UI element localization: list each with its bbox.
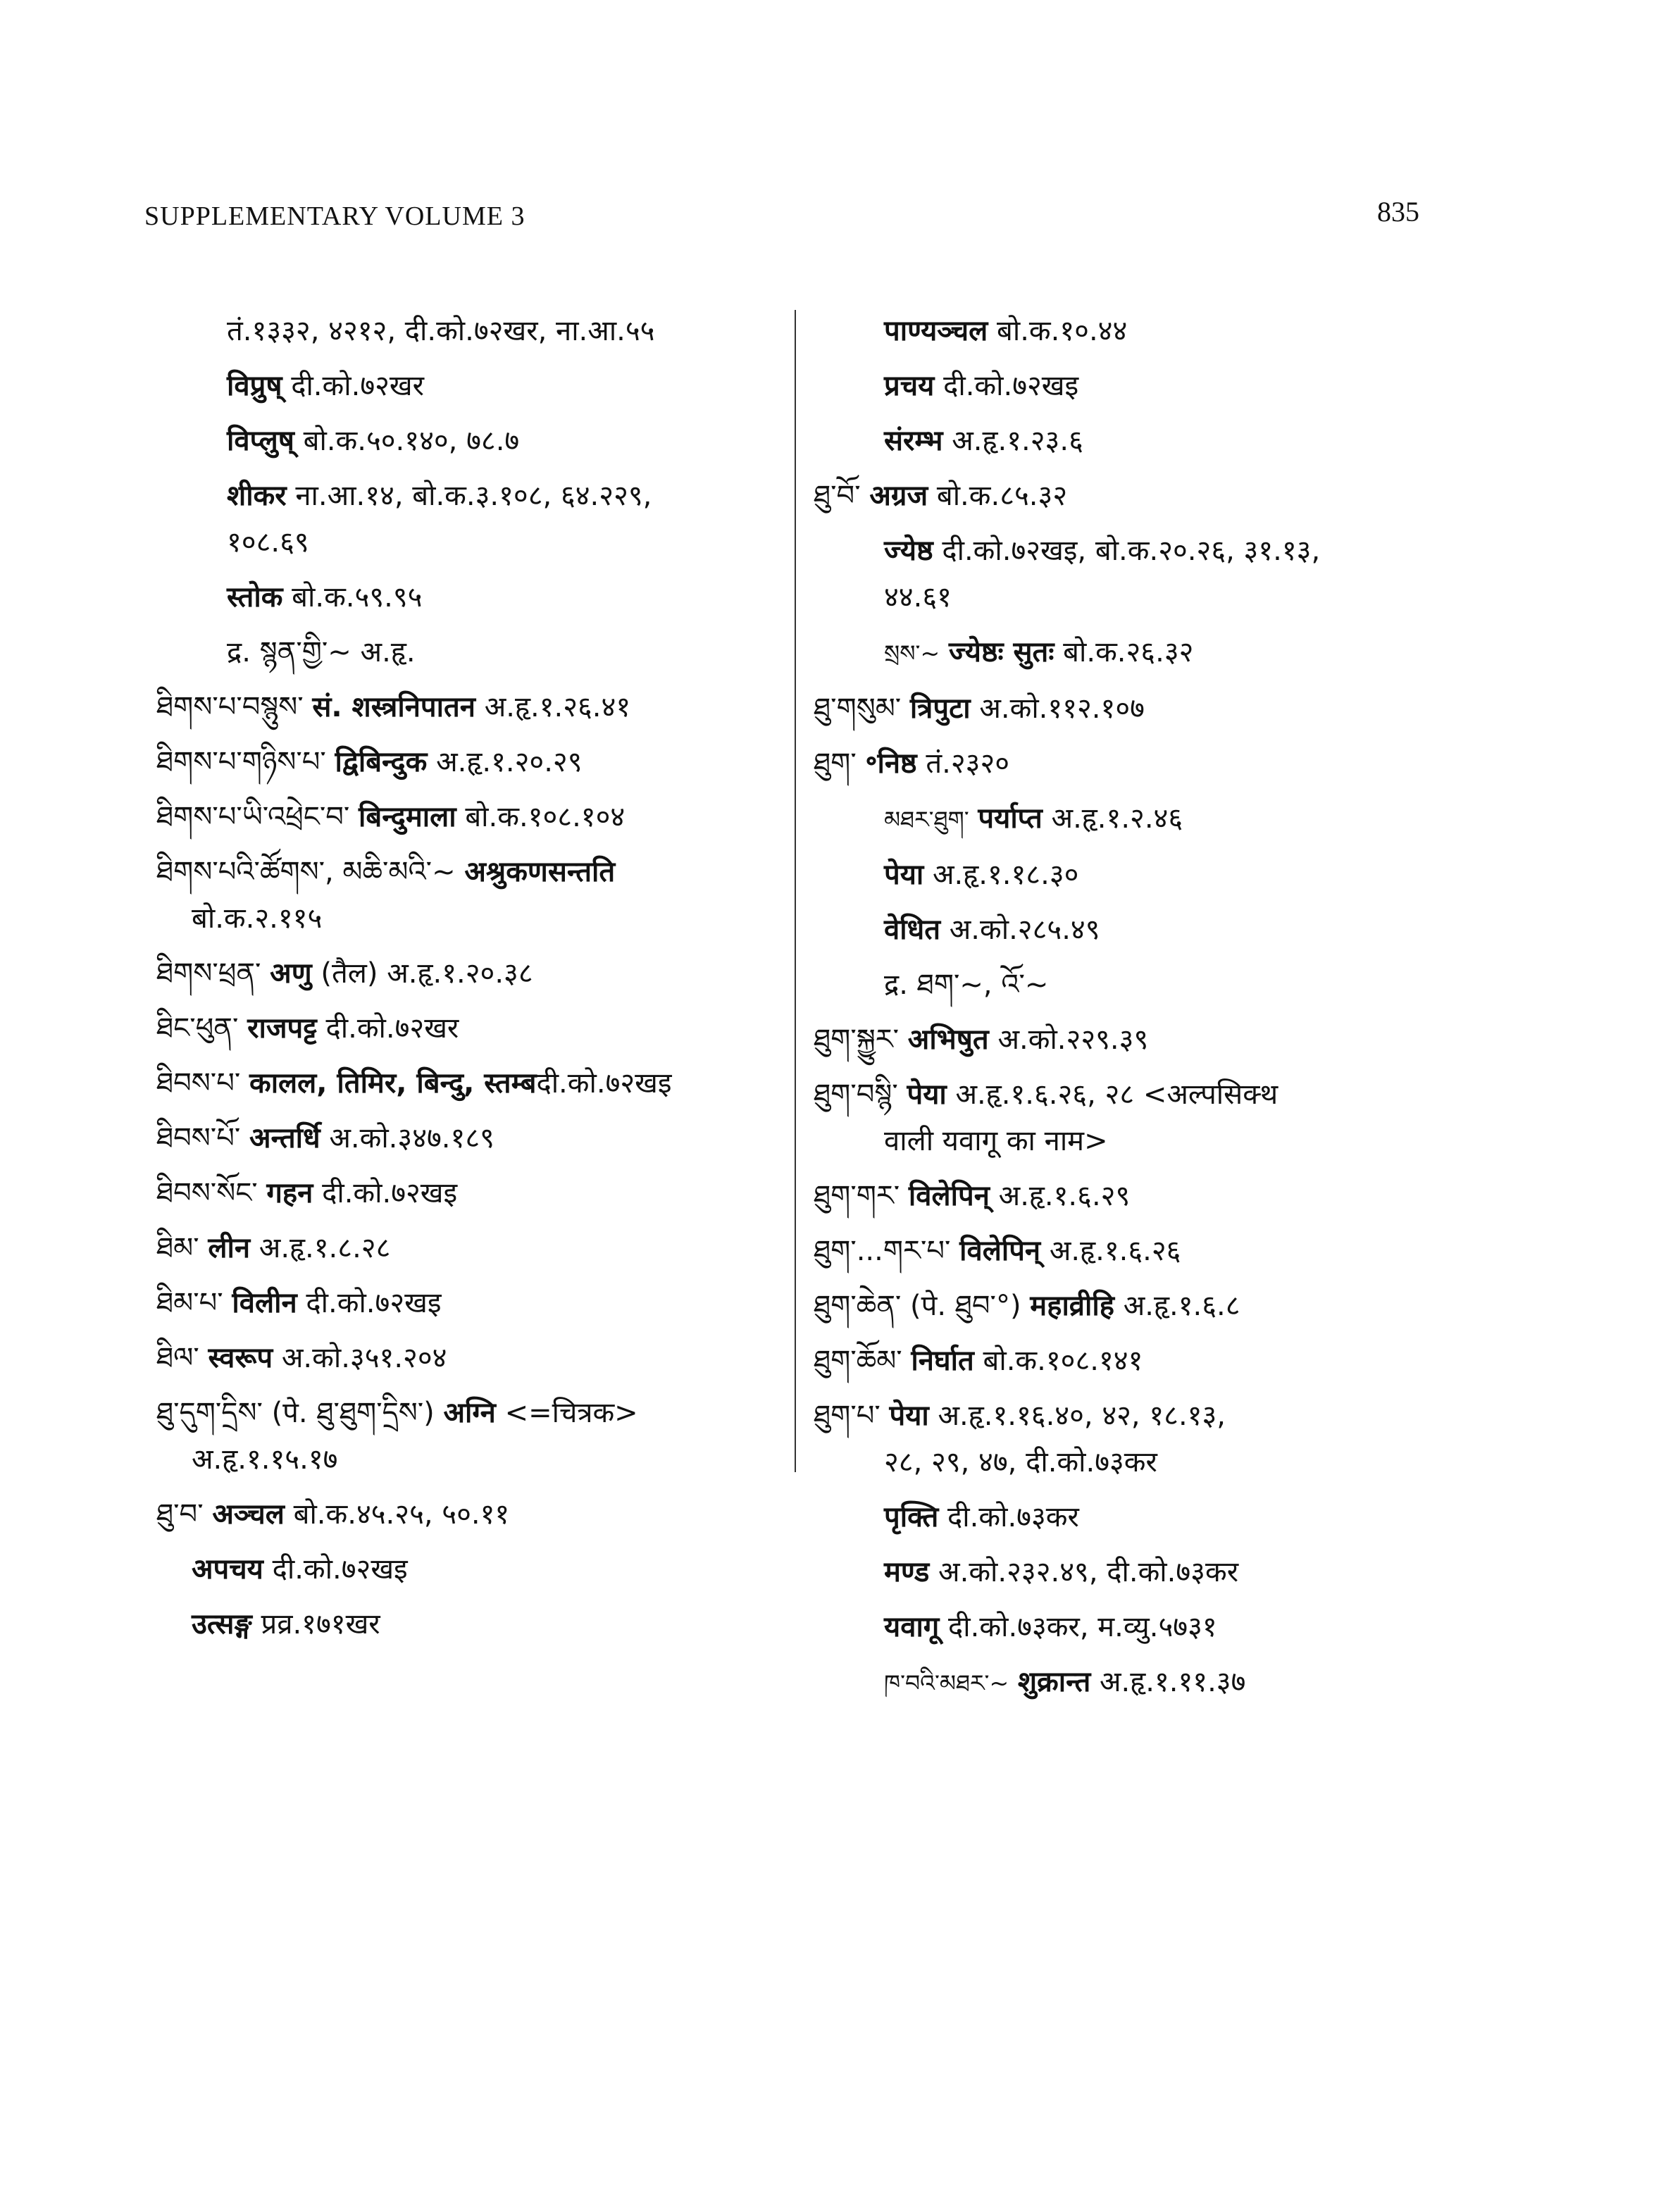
dictionary-line: वेधित अ.को.२८५.४९ [884,914,1100,946]
dictionary-line: द्र. སྙན་གྱི་~ अ.हृ. [227,636,416,668]
dictionary-line: ཐིགས་ཕྲན་ अणु (तैल) अ.हृ.१.२०.३८ [156,957,533,990]
dictionary-line: ཐུག་སྐྱུར་ अभिषुत अ.को.२२९.३९ [814,1023,1149,1056]
dictionary-line: ཐིམ་ लीन अ.हृ.१.८.२८ [156,1232,391,1264]
dictionary-line: १०८.६९ [227,526,309,559]
dictionary-line: शीकर ना.आ.१४, बो.क.३.१०८, ६४.२२९, [227,480,652,512]
dictionary-line: ཐིགས་པའི་ཚོགས་, མཆི་མའི་~ अश्रुकणसन्तति [156,856,616,888]
dictionary-line: पेया अ.हृ.१.१८.३० [884,859,1079,891]
dictionary-line: ཐུ་བོ་ अग्रज बो.क.८५.३२ [814,480,1068,512]
page-number: 835 [1377,196,1419,228]
dictionary-line: ཐིབས་སོང་ गहन दी.को.७२खइ [156,1177,458,1209]
running-head: SUPPLEMENTARY VOLUME 3 [144,201,525,231]
dictionary-line: संरम्भ अ.हृ.१.२३.६ [884,425,1083,457]
dictionary-line: ཐུ་དུག་དྲིས་ (पे. ཐུ་ཐུག་དྲིས་) अग्नि <=चित्रक> [156,1397,638,1429]
dictionary-line: ཐུག་གར་ विलेपिन् अ.हृ.१.६.२९ [814,1180,1131,1212]
dictionary-line: विप्रुष् दी.को.७२खर [227,370,424,402]
dictionary-line: ཐིལ་ स्वरूप अ.को.३५१.२०४ [156,1342,447,1374]
dictionary-line: ཐུག་པ་ पेया अ.हृ.१.१६.४०, ४२, १८.१३, [814,1400,1226,1432]
dictionary-line: मण्ड अ.को.२३२.४९, दी.को.७३कर [884,1556,1239,1588]
dictionary-line: ཐིབས་པོ་ अन्तर्धि अ.को.३४७.१८९ [156,1122,494,1154]
dictionary-line: མཐར་ཐུག་ पर्याप्त अ.हृ.१.२.४६ [884,802,1183,835]
dictionary-line: अ.हृ.१.१५.१७ [192,1443,338,1476]
dictionary-line: वाली यवागू का नाम> [884,1125,1108,1157]
dictionary-line: तं.१३३२, ४२१२, दी.को.७२खर, ना.आ.५५ [227,315,655,347]
dictionary-line: अपचय दी.को.७२खइ [192,1553,408,1586]
dictionary-line: ཐུག་...གར་པ་ विलेपिन् अ.हृ.१.६.२६ [814,1235,1181,1267]
dictionary-line: སྲས་~ ज्येष्ठः सुतः बो.क.२६.३२ [884,636,1194,668]
dictionary-line: यवागू दी.को.७३कर, म.व्यु.५७३१ [884,1611,1217,1643]
dictionary-line: ཁ་བའི་མཐར་~ शुक्रान्त अ.हृ.१.११.३७ [884,1666,1246,1698]
dictionary-line: ཐུ་གསུམ་ त्रिपुटा अ.को.११२.१०७ [814,692,1145,725]
dictionary-line: ཐུག་ཆེན་ (पे. ཐུབ་°) महाव्रीहि अ.हृ.१.६.८ [814,1290,1240,1322]
dictionary-line: ཐིགས་པ་ཡི་འཕྲེང་བ་ बिन्दुमाला बो.क.१०८.१०४ [156,801,626,833]
dictionary-line: स्तोक बो.क.५९.९५ [227,581,423,614]
dictionary-line: २८, २९, ४७, दी.को.७३कर [884,1446,1157,1478]
dictionary-line: ཐིམ་པ་ विलीन दी.को.७२खइ [156,1287,442,1319]
dictionary-line: पृक्ति दी.को.७३कर [884,1501,1079,1533]
left-column [156,310,783,1658]
dictionary-line: द्र. ཐག་~, འོ་~ [884,969,1049,1001]
right-column [814,310,1433,1717]
dictionary-line: विप्लुष् बो.क.५०.१४०, ७८.७ [227,425,520,457]
dictionary-line: ཐིང་ཕུན་ राजपट्ट दी.को.७२खर [156,1012,459,1045]
dictionary-line: ཐུག་ཆོམ་ निर्घात बो.क.१०८.१४१ [814,1345,1143,1377]
dictionary-line: बो.क.२.११५ [192,902,323,935]
dictionary-line: उत्सङ्ग प्रव्र.१७१खर [192,1608,380,1640]
dictionary-line: ४४.६१ [884,581,952,614]
dictionary-line: ཐུག་བསྙི་ पेया अ.हृ.१.६.२६, २८ <अल्पसिक्थ [814,1078,1278,1111]
column-divider [795,310,796,1472]
dictionary-line: ཐིབས་པ་ कालल, तिमिर, बिन्दु, स्तम्बदी.को.७२खइ [156,1067,672,1100]
page-header [144,196,1433,250]
dictionary-line: पाण्यञ्चल बो.क.१०.४४ [884,315,1128,347]
dictionary-line: ཐིགས་པ་གཉིས་པ་ द्विबिन्दुक अ.हृ.१.२०.२९ [156,746,583,778]
dictionary-line: ज्येष्ठ दी.को.७२खइ, बो.क.२०.२६, ३१.१३, [884,535,1321,567]
dictionary-line: ཐུ་བ་ अञ्चल बो.क.४५.२५, ५०.११ [156,1498,510,1531]
dictionary-line: ཐིགས་པ་བསྙུས་ सं. शस्त्रनिपातन अ.हृ.१.२६.४१ [156,691,631,723]
dictionary-line: प्रचय दी.को.७२खइ [884,370,1079,402]
dictionary-line: ཐུག་ ॰निष्ठ तं.२३२० [814,747,1010,780]
